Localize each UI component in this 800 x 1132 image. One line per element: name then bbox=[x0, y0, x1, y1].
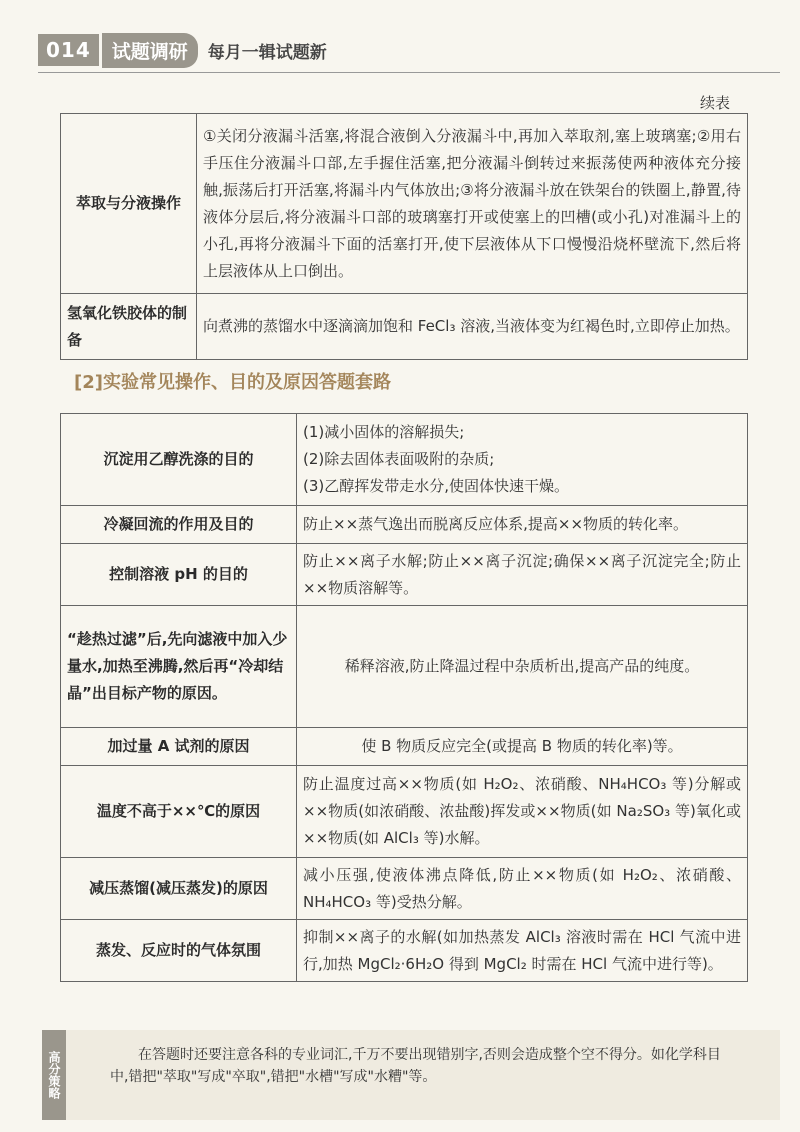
page-header bbox=[38, 30, 327, 70]
table-row bbox=[61, 114, 748, 294]
row-value: 向煮沸的蒸馏水中逐滴滴加饱和 FeCl₃ 溶液,当液体变为红褐色时,立即停止加热。 bbox=[197, 294, 748, 360]
row-key: 萃取与分液操作 bbox=[61, 114, 197, 294]
page-number: 014 bbox=[38, 34, 99, 66]
row-key: “趁热过滤”后,先向滤液中加入少量水,加热至沸腾,然后再“冷却结晶”出目标产物的原因。 bbox=[61, 606, 297, 728]
table-row bbox=[61, 766, 748, 858]
section-label: 试题调研 bbox=[102, 33, 198, 68]
table-operations bbox=[60, 413, 748, 982]
row-key: 冷凝回流的作用及目的 bbox=[61, 506, 297, 544]
header-subtitle: 每月一辑试题新 bbox=[207, 42, 327, 63]
row-key: 沉淀用乙醇洗涤的目的 bbox=[61, 414, 297, 506]
row-value: 使 B 物质反应完全(或提高 B 物质的转化率)等。 bbox=[297, 728, 748, 766]
table-row bbox=[61, 544, 748, 606]
row-key: 温度不高于××℃的原因 bbox=[61, 766, 297, 858]
tip-badge: 高分策略 bbox=[42, 1030, 66, 1120]
tip-text: 在答题时还要注意各科的专业词汇,千万不要出现错别字,否则会造成整个空不得分。如化学科目中,错把"萃取"写成"卒取",错把"水槽"写成"水糟"等。 bbox=[110, 1047, 721, 1085]
row-key: 蒸发、反应时的气体氛围 bbox=[61, 920, 297, 982]
row-value: ①关闭分液漏斗活塞,将混合液倒入分液漏斗中,再加入萃取剂,塞上玻璃塞;②用右手压住分液漏斗口部,左手握住活塞,把分液漏斗倒转过来振荡使两种液体充分接触,振荡后打开活塞,将漏斗内气体放出;③将分液漏斗放在铁架台的铁圈上,静置,待液体分层后,将分液漏斗口部的玻璃塞打开或使塞上的凹槽(或小孔)对准漏斗上的小孔,再将分液漏斗下面的活塞打开,使下层液体从下口慢慢沿烧杯壁流下,然后将上层液体从上口倒出。 bbox=[197, 114, 748, 294]
table-row bbox=[61, 294, 748, 360]
row-key: 氢氧化铁胶体的制备 bbox=[61, 294, 197, 360]
section-heading: [2]实验常见操作、目的及原因答题套路 bbox=[74, 372, 391, 393]
row-value: 防止温度过高××物质(如 H₂O₂、浓硝酸、NH₄HCO₃ 等)分解或××物质(如浓硝酸、浓盐酸)挥发或××物质(如 Na₂SO₃ 等)氧化或××物质(如 AlCl₃ 等)水解。 bbox=[297, 766, 748, 858]
row-value: 防止××蒸气逸出而脱离反应体系,提高××物质的转化率。 bbox=[297, 506, 748, 544]
row-value: (1)减小固体的溶解损失; (2)除去固体表面吸附的杂质; (3)乙醇挥发带走水分,使固体快速干燥。 bbox=[297, 414, 748, 506]
table-row bbox=[61, 858, 748, 920]
row-value: 稀释溶液,防止降温过程中杂质析出,提高产品的纯度。 bbox=[297, 606, 748, 728]
row-key: 减压蒸馏(减压蒸发)的原因 bbox=[61, 858, 297, 920]
row-key: 加过量 A 试剂的原因 bbox=[61, 728, 297, 766]
row-value: 防止××离子水解;防止××离子沉淀;确保××离子沉淀完全;防止××物质溶解等。 bbox=[297, 544, 748, 606]
table-row bbox=[61, 920, 748, 982]
row-key: 控制溶液 pH 的目的 bbox=[61, 544, 297, 606]
continued-label: 续表 bbox=[699, 94, 730, 112]
table-row bbox=[61, 728, 748, 766]
row-value: 抑制××离子的水解(如加热蒸发 AlCl₃ 溶液时需在 HCl 气流中进行,加热 MgCl₂·6H₂O 得到 MgCl₂ 时需在 HCl 气流中进行等)。 bbox=[297, 920, 748, 982]
table-continued bbox=[60, 113, 748, 360]
table-row bbox=[61, 414, 748, 506]
row-value: 减小压强,使液体沸点降低,防止××物质(如 H₂O₂、浓硝酸、NH₄HCO₃ 等)受热分解。 bbox=[297, 858, 748, 920]
table-row bbox=[61, 506, 748, 544]
header-divider bbox=[38, 72, 780, 73]
table-row bbox=[61, 606, 748, 728]
